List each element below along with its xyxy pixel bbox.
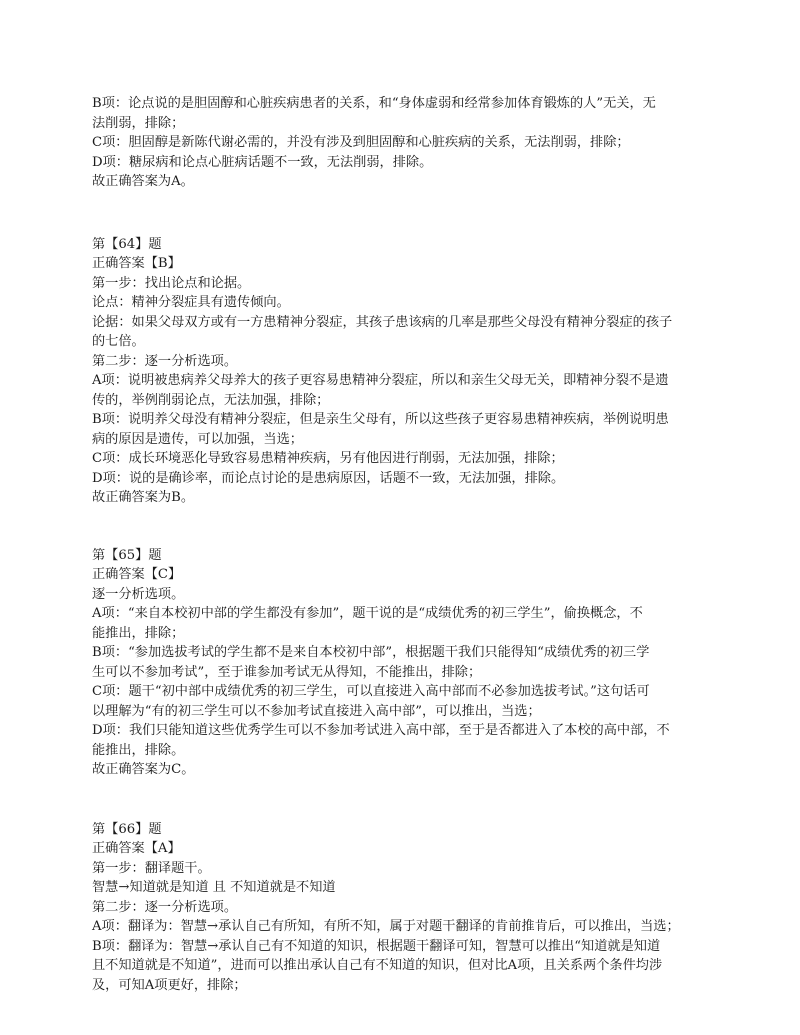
document-page [92, 94, 712, 995]
text-line: B项：翻译为：智慧→承认自己有不知道的知识，根据题干翻译可知，智慧可以推出“知道就是知道 [92, 938, 661, 954]
text-line: 第二步：逐一分析选项。 [92, 899, 238, 915]
text-line: 第【66】题 [92, 821, 162, 837]
question-66-explanation [92, 820, 712, 996]
text-line: A项：“来自本校初中部的学生都没有参加”，题干说的是“成绩优秀的初三学生”，偷换概念，不 [92, 606, 643, 621]
text-line: 正确答案【C】 [92, 567, 182, 582]
text-line: 的七倍。 [92, 334, 145, 349]
text-line: 第【64】题 [92, 236, 162, 252]
text-line: 生可以不参加考试”，至于谁参加考试无从得知，不能推出，排除； [92, 664, 482, 680]
text-line: D项：我们只能知道这些优秀学生可以不参加考试进入高中部，至于是否都进入了本校的高中部，不 [92, 723, 670, 738]
question-63-explanation-tail [92, 94, 712, 192]
text-line: 且不知道就是不知道”，进而可以推出承认自己有不知道的知识，但对比A项，且关系两个条件均涉 [92, 958, 663, 973]
text-line: 法削弱，排除； [92, 115, 185, 131]
question-64-explanation [92, 235, 712, 508]
text-line: 以理解为“有的初三学生可以不参加考试直接进入高中部”，可以推出，当选； [92, 703, 541, 719]
text-line: 能推出，排除。 [92, 742, 185, 758]
text-line: 故正确答案为A。 [92, 174, 194, 189]
text-line: 第二步：逐一分析选项。 [92, 353, 238, 369]
text-line: C项：题干“初中部中成绩优秀的初三学生，可以直接进入高中部而不必参加选拔考试。”这句话可 [92, 684, 650, 699]
text-line: 传的，举例削弱论点，无法加强，排除； [92, 392, 330, 408]
text-line: C项：胆固醇是新陈代谢必需的，并没有涉及到胆固醇和心脏疾病的关系，无法削弱，排除； [92, 135, 630, 150]
text-line: D项：说的是确诊率，而论点讨论的是患病原因，话题不一致，无法加强，排除。 [92, 470, 565, 486]
text-line: 能推出，排除； [92, 625, 185, 641]
text-line: 病的原因是遗传，可以加强，当选； [92, 431, 303, 447]
text-line: A项：说明被患病养父母养大的孩子更容易患精神分裂症，所以和亲生父母无关，即精神分裂不是遗 [92, 373, 669, 388]
text-line: 第一步：找出论点和论据。 [92, 275, 251, 291]
text-line: 正确答案【B】 [92, 256, 181, 271]
text-line: 故正确答案为C。 [92, 762, 195, 777]
text-line: B项：论点说的是胆固醇和心脏疾病患者的关系，和“身体虚弱和经常参加体育锻炼的人”无关，无 [92, 96, 656, 111]
text-line: 故正确答案为B。 [92, 490, 195, 505]
question-65-explanation [92, 546, 712, 780]
text-line: C项：成长环境恶化导致容易患精神疾病，另有他因进行削弱，无法加强，排除； [92, 451, 564, 466]
text-line: B项：“参加选拔考试的学生都不是来自本校初中部”，根据题干我们只能得知“成绩优秀的初三学 [92, 645, 650, 660]
text-line: B项：说明养父母没有精神分裂症，但是亲生父母有，所以这些孩子更容易患精神疾病，举例说明患 [92, 412, 669, 427]
text-line: 逐一分析选项。 [92, 586, 185, 602]
text-line: A项：翻译为：智慧→承认自己有所知，有所不知，属于对题干翻译的肯前推肯后，可以推出，当选； [92, 919, 680, 934]
text-line: 论点：精神分裂症具有遗传倾向。 [92, 295, 290, 310]
text-line: 正确答案【A】 [92, 841, 181, 856]
text-line: 智慧→知道就是知道 且 不知道就是不知道 [92, 880, 336, 895]
text-line: 及，可知A项更好，排除； [92, 977, 247, 993]
text-line: D项：糖尿病和论点心脏病话题不一致，无法削弱，排除。 [92, 154, 433, 170]
text-line: 论据：如果父母双方或有一方患精神分裂症，其孩子患该病的几率是那些父母没有精神分裂症的孩子 [92, 314, 673, 330]
text-line: 第【65】题 [92, 547, 162, 563]
text-line: 第一步：翻译题干。 [92, 860, 211, 876]
